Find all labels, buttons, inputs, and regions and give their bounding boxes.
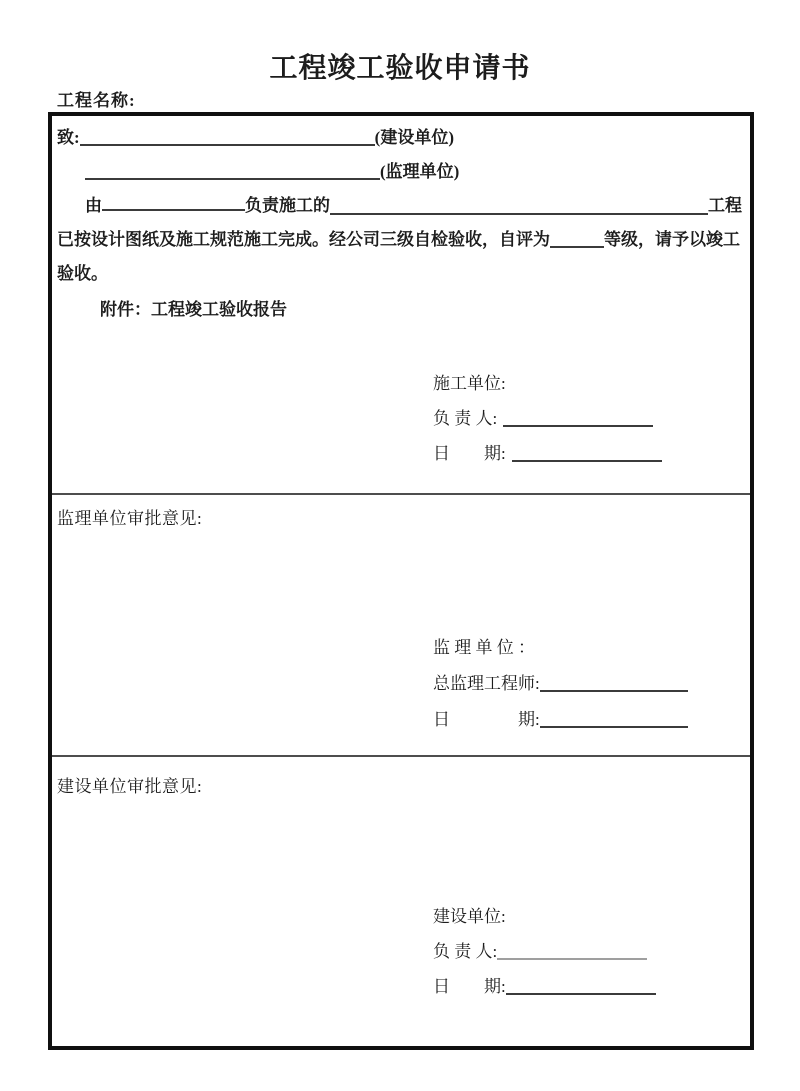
page-title: 工程竣工验收申请书 xyxy=(269,53,531,84)
by-suffix: 工程 xyxy=(708,196,742,215)
supervisor-section-heading: 监理单位审批意见: xyxy=(57,509,203,528)
contractor-line xyxy=(85,194,742,218)
to-line-1 xyxy=(57,126,454,150)
owner-unit-label: 建设单位: xyxy=(433,907,506,926)
supervisor-date-blank xyxy=(540,713,688,728)
body-line-1-prefix: 已按设计图纸及施工规范施工完成。经公司三级自检验收，自评为 xyxy=(57,230,550,249)
section-divider-1 xyxy=(52,493,750,495)
to-prefix: 致: xyxy=(57,128,80,147)
contractor-person-blank xyxy=(503,412,653,427)
section-divider-2 xyxy=(52,755,750,757)
to-line-2 xyxy=(85,160,459,184)
application-form-box xyxy=(48,112,754,1050)
contractor-date-blank xyxy=(512,447,662,462)
supervisor-date-row xyxy=(433,708,688,732)
supervisor-engineer-row xyxy=(433,672,688,696)
to-unit-1-label: (建设单位) xyxy=(374,128,454,147)
grade-blank xyxy=(550,233,604,248)
to-unit-2-label: (监理单位) xyxy=(380,162,460,181)
owner-date-blank xyxy=(506,980,656,995)
body-line-1-suffix: 等级，请予以竣工 xyxy=(604,230,740,249)
to-unit-1-blank xyxy=(80,131,375,146)
owner-person-blank xyxy=(497,945,647,960)
owner-person-label: 负 责 人: xyxy=(433,942,498,961)
contractor-date-label: 日 期: xyxy=(433,444,506,463)
supervisor-date-label: 日 期: xyxy=(433,710,540,729)
owner-date-row xyxy=(433,975,656,999)
body-line-1 xyxy=(57,228,740,252)
contractor-name-blank xyxy=(102,196,245,211)
project-name-blank xyxy=(330,200,708,215)
attachment-line: 附件：工程竣工验收报告 xyxy=(100,300,287,319)
project-name-label: 工程名称: xyxy=(57,91,136,110)
to-unit-2-blank xyxy=(85,165,380,180)
owner-date-label: 日 期: xyxy=(433,977,506,996)
supervisor-engineer-label: 总监理工程师: xyxy=(433,674,540,693)
contractor-person-label: 负 责 人: xyxy=(433,409,498,428)
owner-section-heading: 建设单位审批意见: xyxy=(57,777,203,796)
contractor-date-row xyxy=(433,442,662,466)
body-line-2: 验收。 xyxy=(57,264,108,283)
contractor-person-row xyxy=(433,407,653,431)
owner-person-row xyxy=(433,940,647,964)
by-middle: 负责施工的 xyxy=(245,196,330,215)
supervisor-unit-label: 监 理 单 位 ： xyxy=(433,638,535,657)
contractor-unit-label: 施工单位: xyxy=(433,374,506,393)
by-prefix: 由 xyxy=(85,196,102,215)
supervisor-engineer-blank xyxy=(540,677,688,692)
